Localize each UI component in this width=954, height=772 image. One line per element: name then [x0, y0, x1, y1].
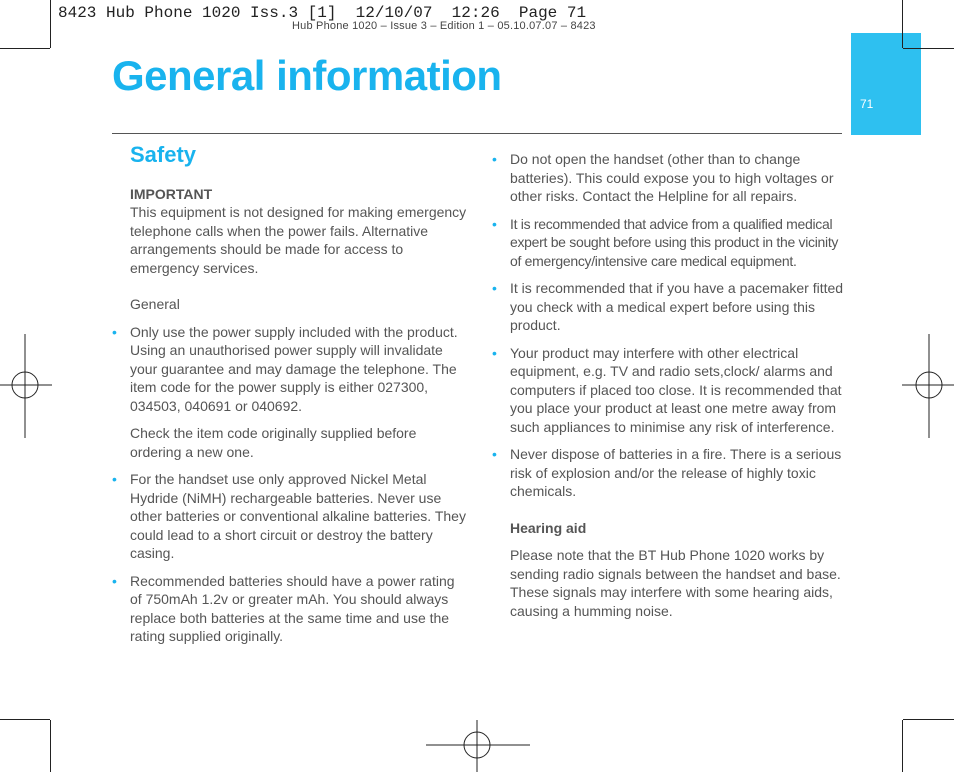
bullet-icon: •	[492, 215, 497, 232]
list-item	[492, 344, 848, 437]
section-heading: Safety	[130, 142, 197, 167]
right-column	[492, 150, 848, 638]
title-rule	[112, 133, 842, 134]
bullet-text: It is recommended that if you have a pacemaker fitted you check with a medical expert before using this product.	[510, 280, 844, 333]
list-item	[492, 279, 848, 335]
print-slug-underlay: Hub Phone 1020 – Issue 3 – Edition 1 – 05.10.07.07 – 8423	[292, 20, 596, 32]
list-item	[112, 572, 468, 646]
registration-mark-left	[0, 334, 52, 438]
bullet-text: Your product may interfere with other electrical equipment, e.g. TV and radio sets,clock/ alarms and computers if placed too close. It is recommended that you place your product at least one metre away from such appliances to minimise any risk of interference.	[510, 344, 842, 435]
bullet-icon: •	[112, 572, 117, 589]
important-block	[130, 185, 468, 278]
page-title: General information	[112, 52, 502, 99]
hearing-aid-label	[510, 519, 848, 538]
bullet-icon: •	[492, 446, 497, 462]
hearing-aid-heading: Hearing aid	[510, 519, 587, 536]
bullet-text: It is recommended that advice from a qualified medical expert be sought before using this product in the vicinity of emergency/intensive care medical equipment.	[510, 215, 839, 269]
bullet-text: For the handset use only approved Nickel Metal Hydride (NiMH) rechargeable batteries. Never use other batteries or conventional alkaline batteries. They could lead to a short circuit or destroy the battery casing.	[130, 471, 466, 561]
bullet-icon: •	[112, 323, 117, 340]
bullet-text: Check the item code originally supplied before ordering a new one.	[130, 425, 417, 460]
important-label: IMPORTANT	[130, 185, 213, 202]
bullet-text: Only use the power supply included with the product. Using an unauthorised power supply will invalidate your guarantee and may damage the telephone. The item code for the power supply is either 027300, 034503, 040691 or 040692.	[130, 323, 458, 414]
list-item	[492, 215, 848, 271]
bullet-icon: •	[492, 280, 497, 296]
list-item	[492, 445, 848, 501]
bullet-text: Do not open the handset (other than to change batteries). This could expose you to high voltages or other risks. Contact the Helpline for all repairs.	[510, 151, 834, 204]
print-slug: 8423 Hub Phone 1020 Iss.3 [1] 12/10/07 12:26 Page 71	[58, 4, 587, 22]
bullet-text: Recommended batteries should have a power rating of 750mAh 1.2v or greater mAh. You should always replace both batteries at the same time and use the rating supplied originally.	[130, 572, 455, 644]
list-item	[112, 470, 468, 563]
registration-mark-right	[902, 334, 954, 438]
list-item	[112, 323, 468, 462]
page-number: 71	[860, 97, 874, 111]
list-item	[492, 150, 848, 206]
bullet-icon: •	[112, 471, 117, 487]
hearing-aid-text: Please note that the BT Hub Phone 1020 works by sending radio signals between the handset and base. These signals may interfere with some hearing aids, causing a humming noise.	[510, 547, 841, 619]
left-column	[112, 142, 468, 655]
important-text: This equipment is not designed for making emergency telephone calls when the power fails. Alternative arrangements should be made for access to emergency services.	[130, 204, 467, 276]
general-label: General	[130, 296, 180, 312]
bullet-icon: •	[492, 151, 497, 167]
bullet-icon: •	[492, 344, 497, 361]
bullet-text: Never dispose of batteries in a fire. There is a serious risk of explosion and/or the release of highly toxic chemicals.	[510, 446, 842, 499]
registration-mark-bottom	[426, 720, 530, 772]
